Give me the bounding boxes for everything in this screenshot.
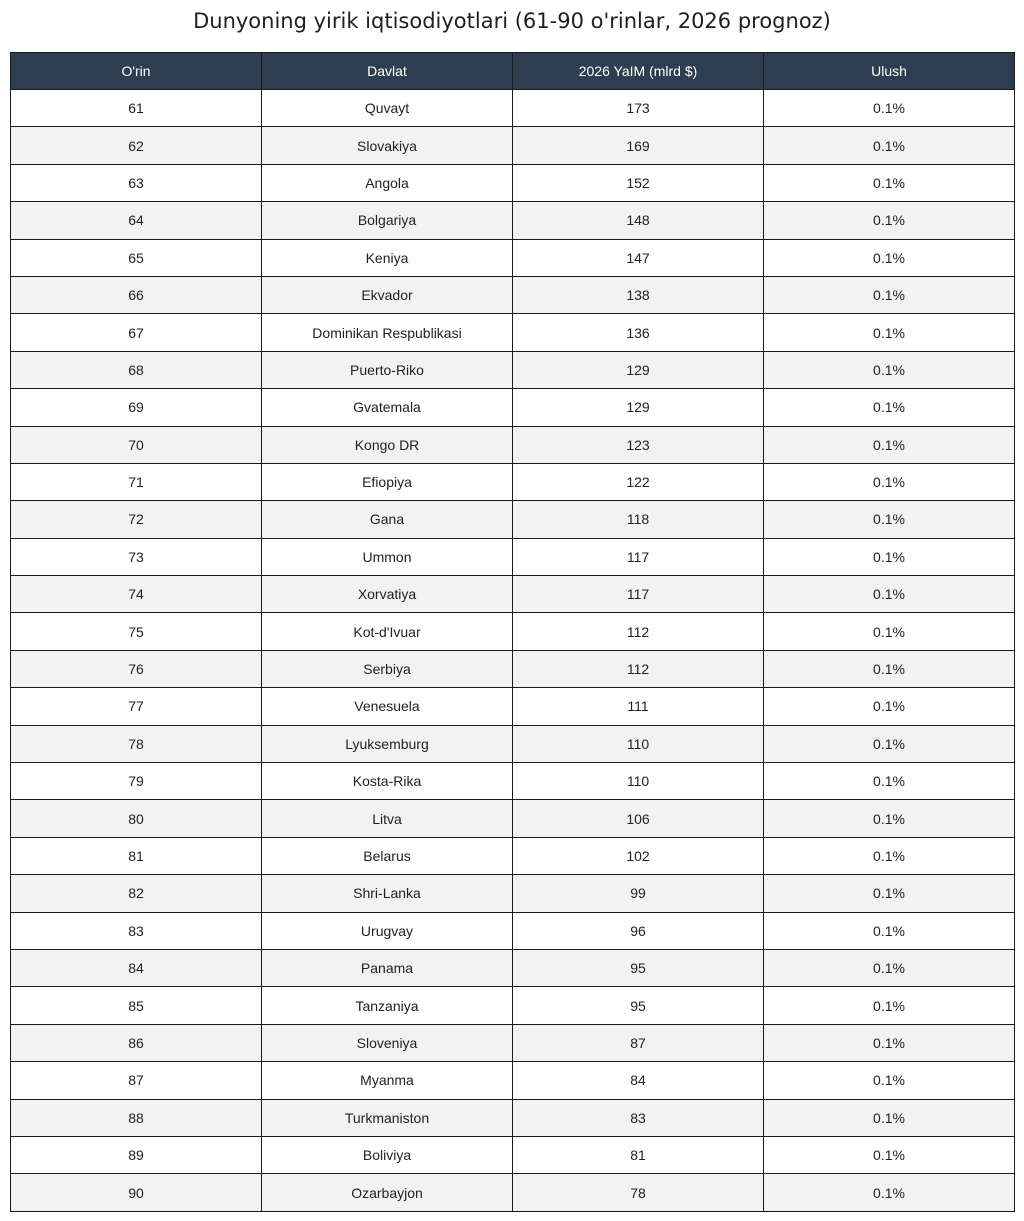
- cell-share: 0.1%: [764, 127, 1015, 164]
- table-row: [11, 276, 1015, 313]
- cell-share: 0.1%: [764, 351, 1015, 388]
- cell-share: 0.1%: [764, 650, 1015, 687]
- cell-gdp: 173: [513, 90, 764, 127]
- cell-gdp: 112: [513, 613, 764, 650]
- cell-share: 0.1%: [764, 875, 1015, 912]
- cell-rank: 89: [11, 1136, 262, 1173]
- table-header: [11, 53, 1015, 90]
- cell-share: 0.1%: [764, 239, 1015, 276]
- cell-country: Puerto-Riko: [262, 351, 513, 388]
- cell-gdp: 110: [513, 725, 764, 762]
- cell-gdp: 99: [513, 875, 764, 912]
- cell-country: Boliviya: [262, 1136, 513, 1173]
- cell-share: 0.1%: [764, 725, 1015, 762]
- cell-rank: 82: [11, 875, 262, 912]
- cell-rank: 88: [11, 1099, 262, 1136]
- table-row: [11, 538, 1015, 575]
- cell-rank: 86: [11, 1024, 262, 1061]
- cell-gdp: 102: [513, 837, 764, 874]
- cell-gdp: 87: [513, 1024, 764, 1061]
- cell-gdp: 123: [513, 426, 764, 463]
- table-row: [11, 426, 1015, 463]
- table-row: [11, 837, 1015, 874]
- cell-country: Ummon: [262, 538, 513, 575]
- cell-country: Serbiya: [262, 650, 513, 687]
- cell-gdp: 147: [513, 239, 764, 276]
- cell-country: Ozarbayjon: [262, 1174, 513, 1211]
- cell-rank: 84: [11, 949, 262, 986]
- cell-rank: 70: [11, 426, 262, 463]
- cell-country: Belarus: [262, 837, 513, 874]
- table-row: [11, 463, 1015, 500]
- cell-rank: 63: [11, 164, 262, 201]
- cell-country: Urugvay: [262, 912, 513, 949]
- cell-gdp: 112: [513, 650, 764, 687]
- cell-country: Litva: [262, 800, 513, 837]
- table-row: [11, 351, 1015, 388]
- cell-share: 0.1%: [764, 576, 1015, 613]
- table-row: [11, 90, 1015, 127]
- cell-country: Panama: [262, 949, 513, 986]
- cell-country: Sloveniya: [262, 1024, 513, 1061]
- cell-rank: 68: [11, 351, 262, 388]
- cell-country: Gana: [262, 501, 513, 538]
- table-row: [11, 949, 1015, 986]
- cell-rank: 62: [11, 127, 262, 164]
- column-header-share: Ulush: [764, 53, 1015, 90]
- cell-share: 0.1%: [764, 987, 1015, 1024]
- cell-rank: 71: [11, 463, 262, 500]
- cell-share: 0.1%: [764, 688, 1015, 725]
- table-row: [11, 1024, 1015, 1061]
- table-row: [11, 875, 1015, 912]
- cell-country: Slovakiya: [262, 127, 513, 164]
- cell-gdp: 96: [513, 912, 764, 949]
- table-row: [11, 650, 1015, 687]
- cell-rank: 73: [11, 538, 262, 575]
- column-header-rank: O'rin: [11, 53, 262, 90]
- table-row: [11, 912, 1015, 949]
- column-header-gdp: 2026 YaIM (mlrd $): [513, 53, 764, 90]
- cell-rank: 65: [11, 239, 262, 276]
- cell-share: 0.1%: [764, 1062, 1015, 1099]
- table-row: [11, 239, 1015, 276]
- cell-share: 0.1%: [764, 463, 1015, 500]
- cell-share: 0.1%: [764, 1099, 1015, 1136]
- cell-rank: 87: [11, 1062, 262, 1099]
- cell-share: 0.1%: [764, 202, 1015, 239]
- cell-rank: 61: [11, 90, 262, 127]
- cell-gdp: 111: [513, 688, 764, 725]
- table-row: [11, 389, 1015, 426]
- table-row: [11, 1062, 1015, 1099]
- cell-share: 0.1%: [764, 949, 1015, 986]
- cell-gdp: 117: [513, 538, 764, 575]
- table-row: [11, 127, 1015, 164]
- cell-share: 0.1%: [764, 426, 1015, 463]
- cell-country: Ekvador: [262, 276, 513, 313]
- cell-share: 0.1%: [764, 276, 1015, 313]
- cell-gdp: 106: [513, 800, 764, 837]
- cell-gdp: 84: [513, 1062, 764, 1099]
- column-header-country: Davlat: [262, 53, 513, 90]
- cell-share: 0.1%: [764, 1136, 1015, 1173]
- table-row: [11, 202, 1015, 239]
- cell-gdp: 148: [513, 202, 764, 239]
- cell-gdp: 83: [513, 1099, 764, 1136]
- table-row: [11, 1174, 1015, 1211]
- cell-country: Keniya: [262, 239, 513, 276]
- cell-gdp: 169: [513, 127, 764, 164]
- cell-rank: 75: [11, 613, 262, 650]
- cell-country: Bolgariya: [262, 202, 513, 239]
- cell-rank: 81: [11, 837, 262, 874]
- cell-gdp: 129: [513, 351, 764, 388]
- table-row: [11, 725, 1015, 762]
- cell-rank: 64: [11, 202, 262, 239]
- cell-share: 0.1%: [764, 613, 1015, 650]
- table-row: [11, 1136, 1015, 1173]
- cell-country: Myanma: [262, 1062, 513, 1099]
- cell-gdp: 136: [513, 314, 764, 351]
- cell-gdp: 78: [513, 1174, 764, 1211]
- cell-country: Xorvatiya: [262, 576, 513, 613]
- table-body: [11, 90, 1015, 1212]
- cell-rank: 79: [11, 763, 262, 800]
- cell-country: Tanzaniya: [262, 987, 513, 1024]
- cell-rank: 74: [11, 576, 262, 613]
- cell-gdp: 129: [513, 389, 764, 426]
- cell-share: 0.1%: [764, 1174, 1015, 1211]
- cell-rank: 90: [11, 1174, 262, 1211]
- cell-country: Kongo DR: [262, 426, 513, 463]
- cell-rank: 67: [11, 314, 262, 351]
- gdp-table: [10, 52, 1015, 1212]
- cell-gdp: 81: [513, 1136, 764, 1173]
- cell-share: 0.1%: [764, 837, 1015, 874]
- cell-gdp: 117: [513, 576, 764, 613]
- cell-gdp: 95: [513, 987, 764, 1024]
- cell-country: Shri-Lanka: [262, 875, 513, 912]
- cell-share: 0.1%: [764, 501, 1015, 538]
- cell-country: Efiopiya: [262, 463, 513, 500]
- cell-rank: 76: [11, 650, 262, 687]
- table-row: [11, 613, 1015, 650]
- cell-country: Venesuela: [262, 688, 513, 725]
- chart-title: Dunyoning yirik iqtisodiyotlari (61-90 o'rinlar, 2026 prognoz): [193, 9, 831, 33]
- cell-gdp: 122: [513, 463, 764, 500]
- cell-country: Kosta-Rika: [262, 763, 513, 800]
- table-row: [11, 501, 1015, 538]
- table-row: [11, 800, 1015, 837]
- cell-gdp: 95: [513, 949, 764, 986]
- cell-share: 0.1%: [764, 800, 1015, 837]
- cell-gdp: 138: [513, 276, 764, 313]
- cell-rank: 80: [11, 800, 262, 837]
- cell-share: 0.1%: [764, 1024, 1015, 1061]
- cell-share: 0.1%: [764, 912, 1015, 949]
- cell-share: 0.1%: [764, 389, 1015, 426]
- table-row: [11, 987, 1015, 1024]
- table-row: [11, 1099, 1015, 1136]
- cell-share: 0.1%: [764, 538, 1015, 575]
- table-row: [11, 576, 1015, 613]
- cell-share: 0.1%: [764, 314, 1015, 351]
- cell-country: Turkmaniston: [262, 1099, 513, 1136]
- cell-rank: 78: [11, 725, 262, 762]
- cell-country: Lyuksemburg: [262, 725, 513, 762]
- table-row: [11, 314, 1015, 351]
- cell-country: Dominikan Respublikasi: [262, 314, 513, 351]
- cell-gdp: 118: [513, 501, 764, 538]
- cell-rank: 77: [11, 688, 262, 725]
- cell-rank: 85: [11, 987, 262, 1024]
- cell-rank: 66: [11, 276, 262, 313]
- cell-rank: 69: [11, 389, 262, 426]
- cell-share: 0.1%: [764, 90, 1015, 127]
- cell-country: Gvatemala: [262, 389, 513, 426]
- cell-gdp: 110: [513, 763, 764, 800]
- cell-country: Kot-d'Ivuar: [262, 613, 513, 650]
- cell-rank: 83: [11, 912, 262, 949]
- cell-share: 0.1%: [764, 164, 1015, 201]
- cell-gdp: 152: [513, 164, 764, 201]
- cell-rank: 72: [11, 501, 262, 538]
- table-row: [11, 688, 1015, 725]
- table-row: [11, 763, 1015, 800]
- cell-share: 0.1%: [764, 763, 1015, 800]
- table-row: [11, 164, 1015, 201]
- header-row: [11, 53, 1015, 90]
- cell-country: Quvayt: [262, 90, 513, 127]
- cell-country: Angola: [262, 164, 513, 201]
